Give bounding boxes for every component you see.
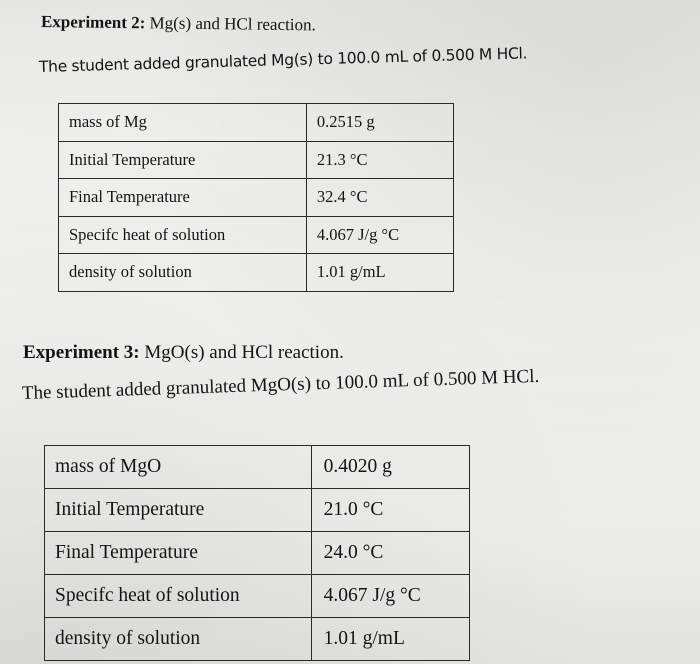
experiment-2-description: The student added granulated Mg(s) to 100.0 mL of 0.500 M HCl. xyxy=(38,44,528,76)
row-value: 0.2515 g xyxy=(306,104,453,142)
experiment-3-title: MgO(s) and HCl reaction. xyxy=(144,342,344,363)
row-label: mass of MgO xyxy=(45,446,312,489)
table-row xyxy=(59,141,454,179)
row-label: Initial Temperature xyxy=(45,489,312,532)
row-label: density of solution xyxy=(59,254,307,292)
row-label: density of solution xyxy=(45,618,312,661)
row-label: Specifc heat of solution xyxy=(45,575,312,618)
table-row xyxy=(59,104,454,142)
table-row xyxy=(45,532,470,575)
experiment-2-title: Mg(s) and HCl reaction. xyxy=(149,13,316,35)
row-label: Final Temperature xyxy=(45,532,312,575)
experiment-3-heading xyxy=(23,342,344,364)
row-value: 21.0 °C xyxy=(311,489,469,532)
row-value: 32.4 °C xyxy=(306,179,453,217)
table-row xyxy=(45,618,470,661)
experiment-2-label: Experiment 2: xyxy=(40,12,146,33)
row-label: Specifc heat of solution xyxy=(59,216,307,254)
experiment-3-data-table xyxy=(44,445,470,661)
table-row xyxy=(45,446,470,489)
table-row xyxy=(45,489,470,532)
table-row xyxy=(59,179,454,217)
row-value: 24.0 °C xyxy=(311,532,469,575)
row-value: 1.01 g/mL xyxy=(311,618,469,661)
row-value: 21.3 °C xyxy=(306,141,453,179)
experiment-3-label: Experiment 3: xyxy=(23,342,140,363)
table-row xyxy=(59,254,454,292)
experiment-3-description: The student added granulated MgO(s) to 100.0 mL of 0.500 M HCl. xyxy=(21,365,540,404)
row-label: mass of Mg xyxy=(59,104,307,142)
experiment-2-data-table xyxy=(58,103,454,292)
row-label: Initial Temperature xyxy=(59,141,307,179)
row-value: 4.067 J/g °C xyxy=(306,216,453,254)
row-value: 0.4020 g xyxy=(311,446,469,489)
row-value: 4.067 J/g °C xyxy=(311,575,469,618)
table-row xyxy=(59,216,454,254)
row-label: Final Temperature xyxy=(59,179,307,217)
experiment-2-heading xyxy=(41,12,316,35)
table-row xyxy=(45,575,470,618)
row-value: 1.01 g/mL xyxy=(306,254,453,292)
